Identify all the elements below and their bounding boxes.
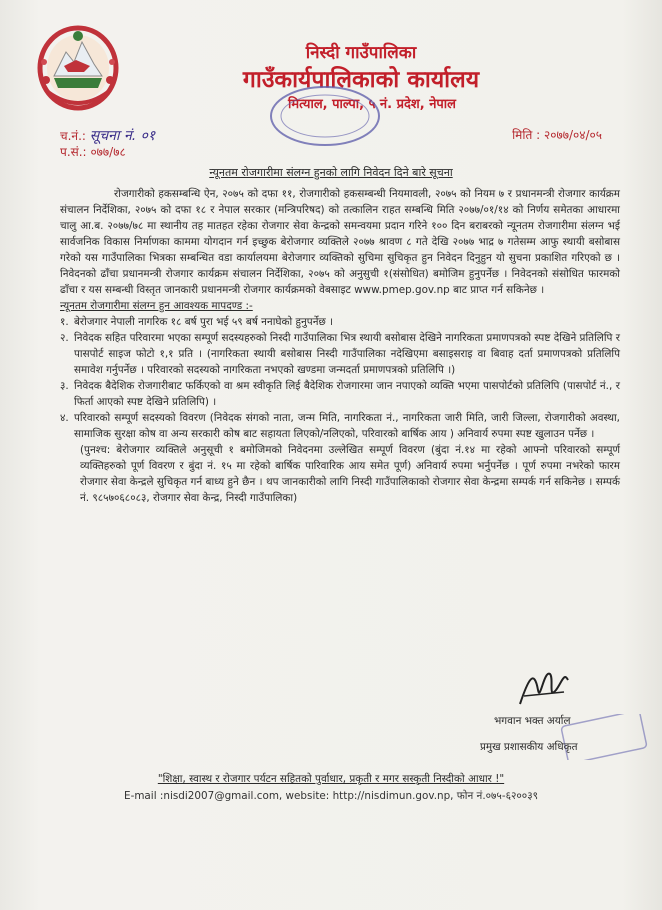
- criteria-item: [60, 330, 620, 378]
- dispatch-value: सूचना नं. ०१: [89, 128, 156, 144]
- criteria-text: निवेदक बैदेशिक रोजगारीबाट फर्किएको वा श्रम स्वीकृति लिई बैदेशिक रोजगारमा जान नपाएको व्यक्ति भएमा पासपोर्टको प्रतिलिपि (पासपोर्ट नं., र फिर्ता आएको स्पष्ट देखिने प्रतिलिपि) ।: [74, 380, 620, 408]
- office-stamp: [268, 84, 382, 148]
- letter-number-value: ०७७/७८: [90, 145, 126, 159]
- criteria-number: ३.: [60, 380, 69, 392]
- criteria-item: [60, 314, 620, 330]
- criteria-text: निवेदक सहित परिवारमा भएका सम्पूर्ण सदस्यहरुको निस्दी गाउँपालिका भित्र स्थायी बसोबास देखिने नागरिकता प्रमाणपत्रको स्पष्ट देखिने प्रतिलिपि र पासपोर्ट साइज फोटो १,१ प्रति । (नागरिकता स्थायी बसोबास निस्दी गाउँपालिका नदेखिएमा बसाइसराइ वा बिवाह दर्ता प्रमाणपत्रको प्रतिलिपि समावेश गर्नुपर्नेछ । परिवारको सदस्यको नागरिकता नभएको खण्डमा जन्मदर्ता प्रमाणपत्रको प्रतिलिपि ।): [74, 332, 620, 376]
- criteria-number: ४.: [60, 412, 69, 424]
- motto-text: "शिक्षा, स्वास्थ र रोजगार पर्यटन सहितको पुर्वाधार, प्रकृती र मगर सस्कृती निस्दीको आधार !": [157, 773, 505, 785]
- office-address: मित्याल, पाल्पा, ५ नं. प्रदेश, नेपाल: [288, 97, 456, 112]
- criteria-number: १.: [60, 316, 69, 328]
- criteria-number: २.: [60, 332, 69, 344]
- criteria-text: परिवारको सम्पूर्ण सदस्यको विवरण (निवेदक संगको नाता, जन्म मिति, नागरिकता नं., नागरिकता जारी मिति, जारी जिल्ला, रोजगारीको अवस्था, सामाजिक सुरक्षा कोष वा अन्य सरकारी कोष बाट सहायता लिएको/नलिएको, परिवारको बार्षिक आय ) अनिवार्य रुपमा स्पष्ट खुलाउन पर्नेछ ।: [74, 412, 620, 440]
- letter-date: मिति : २०७७/०४/०५: [512, 128, 602, 142]
- subject-line: न्यूनतम रोजगारीमा संलग्न हुनको लागि निवेदन दिने बारे सूचना: [209, 166, 453, 179]
- handwritten-signature: [514, 660, 574, 716]
- criteria-item: [60, 378, 620, 410]
- letter-number: [60, 143, 126, 160]
- signatory-title: प्रमुख प्रशासकीय अधिकृत: [480, 741, 578, 753]
- motto: [0, 772, 662, 786]
- criteria-heading: न्यूनतम रोजगारीमा संलग्न हुन आवश्यक मापदण्ड :-: [60, 300, 253, 312]
- dispatch-label: च.नं.:: [60, 129, 86, 143]
- criteria-text: बेरोजगार नेपाली नागरिक १८ बर्ष पुरा भई ५९ बर्ष ननाघेको हुनुपर्नेछ ।: [74, 316, 333, 328]
- contact-footer: E-mail :nisdi2007@gmail.com, website: http://nisdimun.gov.np, फोन नं.०७५-६२००३९: [124, 790, 538, 802]
- office-name: गाउँकार्यपालिकाको कार्यालय: [242, 67, 480, 93]
- body-paragraph: रोजगारीको हकसम्बन्धि ऐन, २०७५ को दफा ११, रोजगारीको हकसम्बन्धी नियमावली, २०७५ को नियम ७ र प्रधानमन्त्री रोजगार कार्यक्रम संचालन निर्देशिका, २०७५ को दफा १८ र नेपाल सरकार (मन्त्रिपरिषद) को तत्कालिन राहत सम्बन्धि मिति २०७७/०१/१४ को निर्णय समेतका आधारमा चालु आ.ब. २०७७/७८ मा स्थानीय तह मातहत रहेका रोजगार सेवा केन्द्रको समन्वयमा प्रदान गरिने १०० दिन बराबरको न्यूनतम रोजगारीमा संलग्न भई सार्वजनिक विकास निर्माणका काममा योगदान गर्न इच्छुक बेरोजगार व्यक्तिले २०७७ श्रावण ८ गते देखि २०७७ भाद्र ७ गतेसम्म आफु स्थायी बसोबास गरेको यस गाउँपालिका भित्रका सम्बन्धित वडा कार्यालयमा बेरोजगार व्यक्तिको सुचिमा सुचिकृत हुन निवेदन दिनुहुन यो सुचना प्रकाशित गरिएको छ । निवेदनको ढाँचा प्रधानमन्त्री रोजगार कार्यक्रम संचालन निर्देशिका, २०७५ को अनुसुची १(संसोधित) बमोजिम हुनुपर्नेछ । निवेदनको संसोधित फारमको ढाँचा र यस सम्बन्धी विस्तृत जानकारी प्रधानमन्त्री रोजगार कार्यक्रमको वेबसाइट www.pmep.gov.np बाट प्राप्त गर्न सकिनेछ ।: [60, 188, 620, 296]
- criteria-item: [60, 410, 620, 442]
- signatory-name: भगवान भक्त अर्याल: [494, 715, 571, 727]
- postscript-note: (पुनश्च: बेरोजगार व्यक्तिले अनुसूची १ बमोजिमको निवेदनमा उल्लेखित सम्पूर्ण विवरण (बुंदा नं.१४ मा रहेको आफ्नो परिवारको सम्पूर्ण व्यक्तिहरुको पूर्ण विवरण र बुंदा नं. १५ मा रहेको बार्षिक पारिवारिक आय समेत पूर्ण) अनिवार्य रुपमा भर्नुपर्नेछ । पूर्ण रुपमा नभरेको फारम रोजगार सेवा केन्द्रले सुचिकृत गर्न बाध्य हुने छैन । थप जानकारीको लागि निस्दी गाउँपालिकाको रोजगार सेवा केन्द्रमा सम्पर्क गर्न सकिनेछ । सम्पर्क नं. ९८५७०६८०८३, रोजगार सेवा केन्द्र, निस्दी गाउँपालिका): [80, 444, 620, 504]
- letter-content: [60, 186, 620, 506]
- municipality-name: निस्दी गाउँपालिका: [305, 43, 417, 63]
- letter-number-label: प.सं.:: [60, 145, 87, 159]
